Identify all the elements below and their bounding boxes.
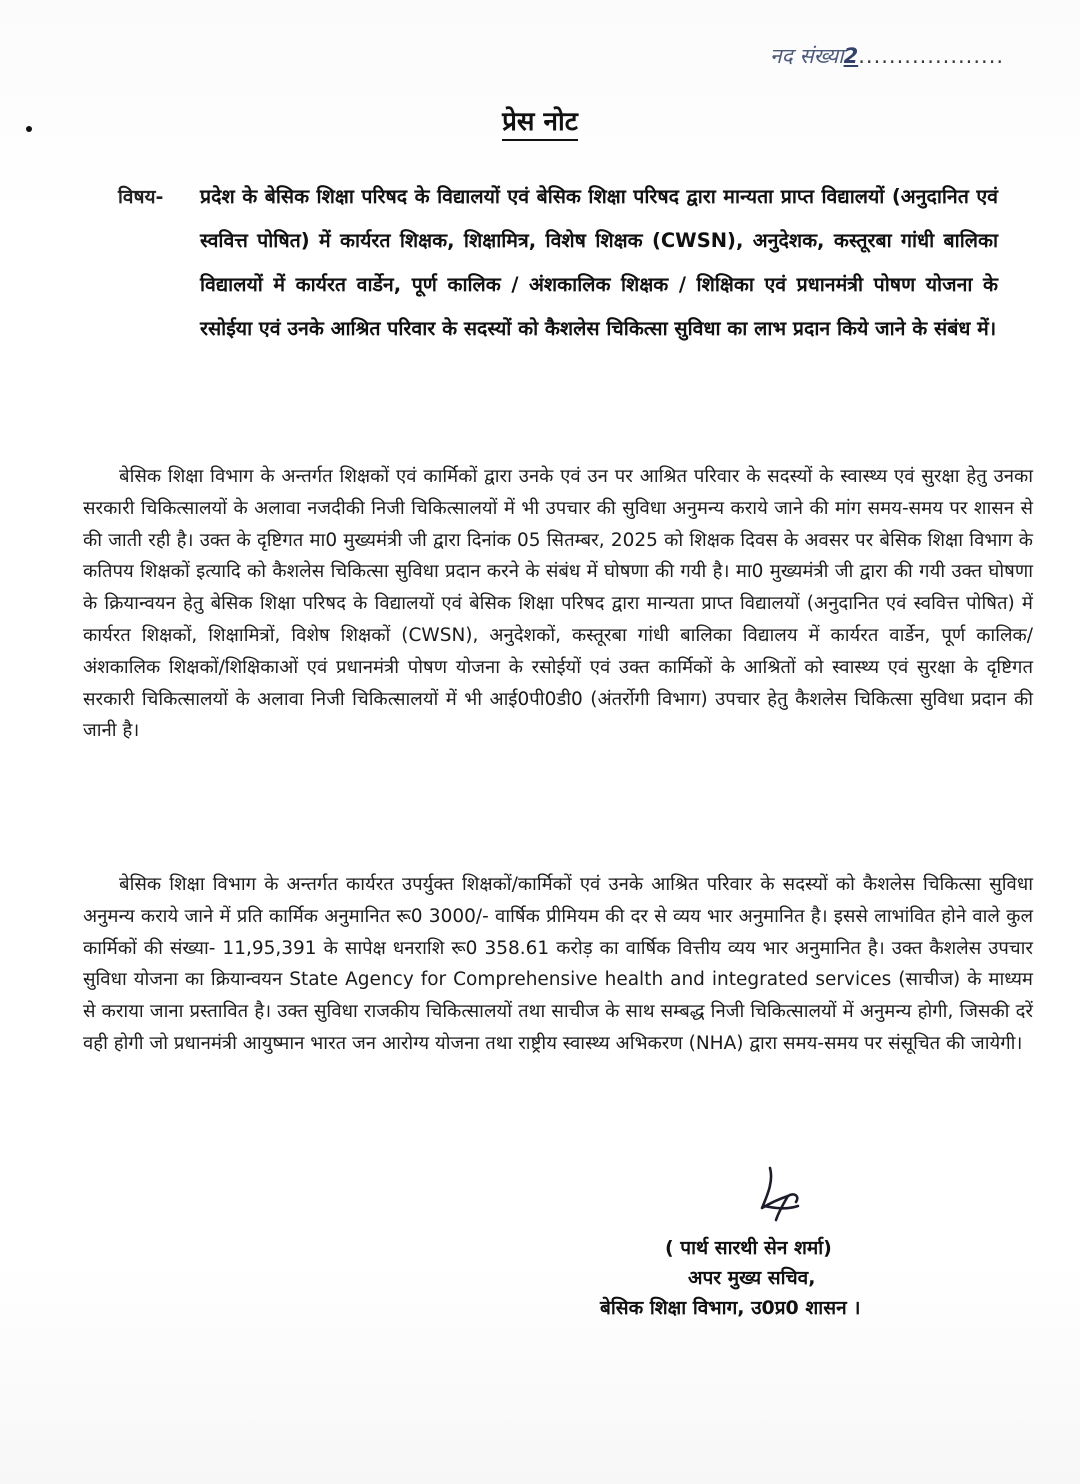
page-title-text: प्रेस नोट [502, 107, 578, 141]
file-number-value: 2 [843, 44, 859, 68]
body-paragraph-2: बेसिक शिक्षा विभाग के अन्तर्गत कार्यरत उपर्युक्त शिक्षकों/कार्मिकों एवं उनके आश्रित परिवार के सदस्यों को कैशलेस चिकित्सा सुविधा अनुमन्य कराये जाने में प्रति कार्मिक अनुमानित रू0 3000/- वार्षिक प्रीमियम की दर से व्यय भार अनुमानित है। इससे लाभांवित होने वाले कुल कार्मिकों की संख्या- 11,95,391 के सापेक्ष धनराशि रू0 358.61 करोड़ का वार्षिक वित्तीय व्यय भार अनुमानित है। उक्त कैशलेस उपचार सुविधा योजना का क्रियान्वयन State Agency for Comprehensive health and integrated services (साचीज) के माध्यम से कराया जाना प्रस्तावित है। उक्त सुविधा राजकीय चिकित्सालयों तथा साचीज के साथ सम्बद्ध निजी चिकित्सालयों में अनुमन्य होगी, जिसकी दरें वही होगी जो प्रधानमंत्री आयुष्मान भारत जन आरोग्य योजना तथा राष्ट्रीय स्वास्थ्य अभिकरण (NHA) द्वारा समय-समय पर संसूचित की जायेगी। [83, 874, 1033, 1054]
file-number-label: नद संख्या [770, 44, 844, 68]
signatory-designation: अपर मुख्य सचिव, [688, 1267, 816, 1289]
file-number [770, 42, 1060, 72]
page-title [0, 102, 1080, 138]
signatory-block [560, 1233, 980, 1323]
signatory-department: बेसिक शिक्षा विभाग, उ0प्र0 शासन । [600, 1297, 861, 1319]
signature-mark [752, 1162, 812, 1226]
signatory-name: ( पार्थ सारथी सेन शर्मा) [665, 1237, 832, 1259]
file-number-dots: ................... [858, 44, 1005, 68]
subject-label: विषय- [118, 186, 164, 208]
subject-text: प्रदेश के बेसिक शिक्षा परिषद के विद्यालयों एवं बेसिक शिक्षा परिषद द्वारा मान्यता प्राप्त विद्यालयों (अनुदानित एवं स्ववित्त पोषित) में कार्यरत शिक्षक, शिक्षामित्र, विशेष शिक्षक (CWSN), अनुदेशक, कस्तूरबा गांधी बालिका विद्यालयों में कार्यरत वार्डेन, पूर्ण कालिक / अंशकालिक शिक्षक / शिक्षिका एवं प्रधानमंत्री पोषण योजना के रसोईया एवं उनके आश्रित परिवार के सदस्यों को कैशलेस चिकित्सा सुविधा का लाभ प्रदान किये जाने के संबंध में। [200, 185, 998, 340]
body-paragraph-1: बेसिक शिक्षा विभाग के अन्तर्गत शिक्षकों एवं कार्मिकों द्वारा उनके एवं उन पर आश्रित परिवार के सदस्यों के स्वास्थ्य एवं सुरक्षा हेतु उनका सरकारी चिकित्सालयों के अलावा नजदीकी निजी चिकित्सालयों में भी उपचार की सुविधा अनुमन्य कराये जाने की मांग समय-समय पर शासन से की जाती रही है। उक्त के दृष्टिगत मा0 मुख्यमंत्री जी द्वारा दिनांक 05 सितम्बर, 2025 को शिक्षक दिवस के अवसर पर बेसिक शिक्षा विभाग के कतिपय शिक्षकों इत्यादि को कैशलेस चिकित्सा सुविधा प्रदान करने के संबंध में घोषणा की गयी है। मा0 मुख्यमंत्री जी द्वारा की गयी उक्त घोषणा के क्रियान्वयन हेतु बेसिक शिक्षा परिषद के विद्यालयों एवं बेसिक शिक्षा परिषद द्वारा मान्यता प्राप्त विद्यालयों (अनुदानित एवं स्ववित्त पोषित) में कार्यरत शिक्षकों, शिक्षामित्रों, विशेष शिक्षकों (CWSN), अनुदेशकों, कस्तूरबा गांधी बालिका विद्यालय में कार्यरत वार्डेन, पूर्ण कालिक/अंशकालिक शिक्षकों/शिक्षिकाओं एवं प्रधानमंत्री पोषण योजना के रसोईयों एवं उक्त कार्मिकों के आश्रितों को स्वास्थ्य एवं सुरक्षा के दृष्टिगत सरकारी चिकित्सालयों के अलावा निजी चिकित्सालयों में भी आई0पी0डी0 (अंतर्रोगी विभाग) उपचार हेतु कैशलेस चिकित्सा सुविधा प्रदान की जानी है। [83, 466, 1033, 742]
